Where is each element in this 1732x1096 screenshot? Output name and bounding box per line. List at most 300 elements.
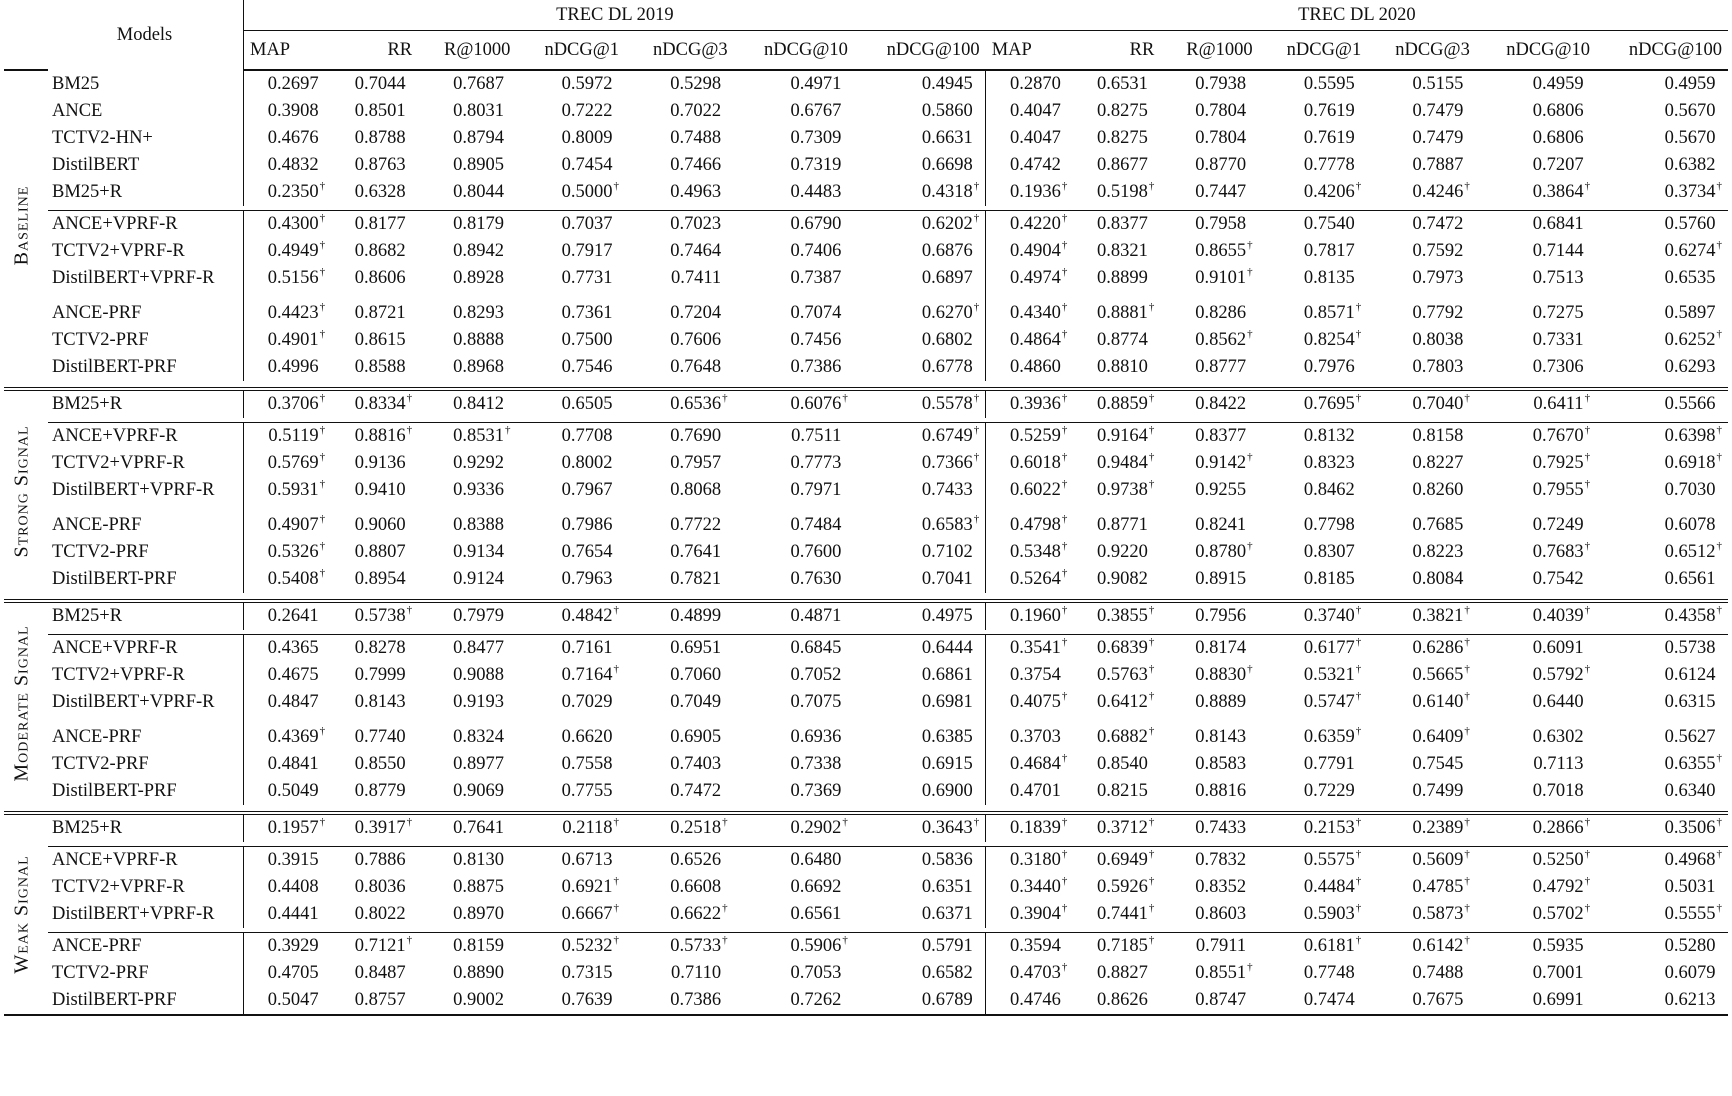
- significance-dagger: †: [319, 513, 326, 525]
- metric-cell: 0.7053: [790, 963, 842, 983]
- metric-cell: 0.6667†: [561, 902, 620, 924]
- metric-cell: 0.4441: [244, 901, 332, 928]
- section-label: Moderate Signal: [10, 624, 33, 782]
- model-name: DistilBERT: [52, 155, 140, 175]
- metric-cell: 0.7917: [561, 241, 613, 261]
- metric-cell: 0.7075: [790, 692, 842, 712]
- table-row: [4, 539, 1728, 566]
- metric-cell: 0.6412†: [1096, 690, 1155, 712]
- metric-cell: 0.7472: [670, 781, 722, 801]
- metric-cell: 0.4974†: [986, 265, 1074, 292]
- metric-cell: 0.7406: [790, 241, 842, 261]
- metric-cell: 0.7690: [670, 426, 722, 446]
- metric-cell: 0.7592: [1412, 241, 1464, 261]
- metric-cell: 0.7542: [1532, 569, 1584, 589]
- significance-dagger: †: [613, 902, 620, 914]
- metric-cell: 0.7044: [354, 74, 406, 94]
- metric-cell: 0.8084: [1412, 569, 1464, 589]
- significance-dagger: †: [1584, 392, 1591, 404]
- significance-dagger: †: [1355, 328, 1362, 340]
- significance-dagger: †: [1716, 902, 1722, 914]
- model-name: TCTV2-PRF: [52, 330, 149, 350]
- metric-cell: 0.9136: [354, 453, 406, 473]
- metric-cell: 0.6091: [1532, 638, 1584, 658]
- significance-dagger: †: [1355, 301, 1362, 313]
- significance-dagger: †: [1061, 690, 1068, 702]
- significance-dagger: †: [1584, 848, 1591, 860]
- metric-cell: 0.5760: [1664, 214, 1716, 234]
- metric-cell: 0.8487: [354, 963, 406, 983]
- significance-dagger: †: [1464, 636, 1470, 648]
- significance-dagger: †: [1247, 540, 1253, 552]
- metric-cell: 0.5000†: [561, 180, 620, 202]
- significance-dagger: †: [1716, 816, 1722, 828]
- metric-cell: 0.7546: [561, 357, 613, 377]
- metric-cell: 0.4358†: [1664, 604, 1722, 626]
- table-row: [4, 778, 1728, 805]
- metric-cell: 0.8477: [453, 638, 504, 658]
- metric-cell: 0.8223: [1412, 542, 1464, 562]
- metric-cell: 0.3821†: [1412, 604, 1470, 626]
- significance-dagger: †: [1148, 180, 1155, 192]
- metric-cell: 0.5791: [921, 936, 973, 956]
- model-name: DistilBERT-PRF: [52, 781, 177, 801]
- table-row: [4, 512, 1728, 539]
- metric-cell: 0.7479: [1412, 101, 1464, 121]
- metric-cell: 0.7731: [561, 268, 613, 288]
- model-name: ANCE-PRF: [52, 515, 142, 535]
- metric-cell: 0.8031: [453, 101, 504, 121]
- metric-cell: 0.6897: [921, 268, 973, 288]
- model-name: DistilBERT-PRF: [52, 569, 177, 589]
- metric-cell: 0.7971: [790, 480, 842, 500]
- significance-dagger: †: [1355, 604, 1362, 616]
- metric-cell: 0.7639: [516, 987, 625, 1015]
- significance-dagger: †: [1464, 934, 1470, 946]
- significance-dagger: †: [1061, 328, 1068, 340]
- metric-header-2019-ndcgat3: nDCG@3: [625, 31, 734, 71]
- metric-cell: 0.6328: [354, 182, 406, 202]
- metric-cell: 0.3440†: [986, 874, 1074, 901]
- metric-cell: 0.4945: [921, 74, 973, 94]
- metric-cell: 0.4318†: [921, 180, 980, 202]
- significance-dagger: †: [613, 816, 620, 828]
- metric-cell: 0.7804: [1195, 128, 1247, 148]
- metric-cell: 0.8606: [354, 268, 406, 288]
- significance-dagger: †: [1716, 328, 1722, 340]
- metric-cell: 0.7113: [1533, 754, 1584, 774]
- metric-cell: 0.7338: [790, 754, 842, 774]
- metric-cell: 0.7433: [921, 480, 973, 500]
- metric-cell: 0.7687: [453, 74, 504, 94]
- metric-cell: 0.5897: [1664, 303, 1716, 323]
- significance-dagger: †: [319, 180, 326, 192]
- significance-dagger: †: [1061, 478, 1068, 490]
- metric-cell: 0.6076†: [790, 392, 848, 414]
- metric-cell: 0.5280: [1664, 936, 1716, 956]
- metric-cell: 0.6900: [921, 781, 973, 801]
- significance-dagger: †: [1716, 540, 1722, 552]
- metric-cell: 0.8334†: [354, 392, 413, 414]
- metric-cell: 0.7963: [561, 569, 613, 589]
- metric-cell: 0.2118†: [562, 816, 620, 838]
- metric-cell: 0.8275: [1096, 128, 1148, 148]
- metric-cell: 0.2350†: [244, 179, 332, 206]
- metric-cell: 0.6505: [561, 394, 613, 414]
- metric-cell: 0.7386: [790, 357, 842, 377]
- metric-cell: 0.5566: [1664, 394, 1716, 414]
- metric-cell: 0.7911: [1195, 936, 1247, 956]
- metric-cell: 0.2902†: [790, 816, 848, 838]
- metric-cell: 0.4959: [1532, 74, 1584, 94]
- model-name: TCTV2+VPRF-R: [52, 877, 185, 897]
- metric-cell: 0.8788: [354, 128, 406, 148]
- metric-cell: 0.8588: [354, 357, 406, 377]
- metric-cell: 0.8899: [1096, 268, 1148, 288]
- metric-cell: 0.6921†: [561, 875, 620, 897]
- metric-cell: 0.7619: [1303, 101, 1355, 121]
- model-name: TCTV2+VPRF-R: [52, 241, 185, 261]
- model-name: DistilBERT-PRF: [52, 357, 177, 377]
- significance-dagger: †: [1464, 180, 1470, 192]
- metric-cell: 0.7161: [561, 638, 613, 658]
- significance-dagger: †: [1584, 875, 1591, 887]
- table-row: [4, 98, 1728, 125]
- significance-dagger: †: [1148, 478, 1155, 490]
- metric-cell: 0.8286: [1195, 303, 1247, 323]
- metric-cell: 0.5906†: [790, 934, 848, 956]
- metric-cell: 0.7600: [790, 542, 842, 562]
- metric-cell: 0.4949†: [244, 238, 332, 265]
- metric-cell: 0.8143: [354, 692, 406, 712]
- table-row: [4, 450, 1728, 477]
- metric-cell: 0.4246†: [1412, 180, 1470, 202]
- significance-dagger: †: [1061, 816, 1068, 828]
- metric-cell: 0.8757: [331, 987, 418, 1015]
- significance-dagger: †: [1148, 848, 1155, 860]
- metric-cell: 0.3594: [986, 933, 1074, 961]
- metric-cell: 0.4996: [244, 354, 332, 381]
- significance-dagger: †: [1148, 875, 1155, 887]
- metric-cell: 0.8970: [453, 904, 504, 924]
- metric-cell: 0.7037: [561, 214, 613, 234]
- significance-dagger: †: [319, 424, 326, 436]
- metric-cell: 0.7886: [354, 850, 406, 870]
- significance-dagger: †: [1148, 604, 1155, 616]
- metric-cell: 0.3917†: [354, 816, 413, 838]
- table-row: [4, 389, 1728, 418]
- metric-cell: 0.1957†: [244, 813, 332, 842]
- significance-dagger: †: [1061, 902, 1068, 914]
- significance-dagger: †: [1061, 266, 1068, 278]
- metric-cell: 0.4971: [790, 74, 842, 94]
- significance-dagger: †: [319, 725, 326, 737]
- metric-cell: 0.3908: [244, 98, 332, 125]
- metric-cell: 0.8888: [453, 330, 504, 350]
- significance-dagger: †: [1464, 392, 1470, 404]
- metric-cell: 0.7513: [1532, 268, 1584, 288]
- significance-dagger: †: [973, 424, 980, 436]
- metric-cell: 0.5972: [561, 74, 613, 94]
- metric-cell: 0.7029: [561, 692, 613, 712]
- metric-cell: 0.9164†: [1096, 424, 1155, 446]
- significance-dagger: †: [722, 934, 728, 946]
- model-name: TCTV2+VPRF-R: [52, 453, 185, 473]
- metric-cell: 0.5264†: [986, 566, 1074, 593]
- table-row: [4, 327, 1728, 354]
- metric-cell: 0.5926†: [1096, 875, 1155, 897]
- significance-dagger: †: [1464, 725, 1470, 737]
- metric-cell: 0.7488: [670, 128, 722, 148]
- metric-cell: 0.6698: [921, 155, 973, 175]
- metric-header-2020-ndcgat1: nDCG@1: [1259, 31, 1368, 71]
- metric-cell: 0.4798†: [986, 512, 1074, 539]
- metric-cell: 0.5903†: [1303, 902, 1362, 924]
- metric-cell: 0.6620: [561, 727, 613, 747]
- table-row: [4, 566, 1728, 593]
- table-row: [4, 354, 1728, 381]
- significance-dagger: †: [1584, 604, 1591, 616]
- metric-cell: 0.7488: [1412, 963, 1464, 983]
- significance-dagger: †: [319, 239, 326, 251]
- metric-cell: 0.6411†: [1533, 392, 1591, 414]
- metric-cell: 0.8377: [1195, 426, 1247, 446]
- metric-cell: 0.7675: [1367, 987, 1476, 1015]
- table-row: [4, 847, 1728, 875]
- table-row: [4, 265, 1728, 292]
- metric-cell: 0.6274†: [1664, 239, 1722, 261]
- table-row: [4, 960, 1728, 987]
- metric-cell: 0.6918†: [1664, 451, 1722, 473]
- group-label-header: [4, 0, 48, 31]
- metric-cell: 0.8324: [453, 727, 504, 747]
- metric-cell: 0.4675: [244, 662, 332, 689]
- metric-cell: 0.5747†: [1303, 690, 1362, 712]
- table-row: [4, 300, 1728, 327]
- metric-cell: 0.3703: [986, 724, 1074, 751]
- metric-cell: 0.7778: [1303, 155, 1355, 175]
- significance-dagger: †: [1464, 875, 1470, 887]
- table-row: [4, 70, 1728, 98]
- metric-cell: 0.9124: [453, 569, 504, 589]
- metric-cell: 0.6845: [790, 638, 842, 658]
- metric-cell: 0.9002: [418, 987, 516, 1015]
- metric-cell: 0.7207: [1532, 155, 1584, 175]
- metric-cell: 0.8241: [1195, 515, 1247, 535]
- metric-cell: 0.7361: [561, 303, 613, 323]
- significance-dagger: †: [1584, 540, 1591, 552]
- metric-cell: 0.4899: [670, 606, 722, 626]
- metric-cell: 0.8779: [354, 781, 406, 801]
- metric-cell: 0.6882†: [1096, 725, 1155, 747]
- significance-dagger: †: [613, 604, 620, 616]
- significance-dagger: †: [1584, 816, 1591, 828]
- table-row: [4, 813, 1728, 842]
- metric-cell: 0.7499: [1412, 781, 1464, 801]
- significance-dagger: †: [406, 934, 413, 946]
- section-separator: [4, 805, 1728, 813]
- metric-cell: 0.6351: [921, 877, 973, 897]
- metric-cell: 0.7479: [1412, 128, 1464, 148]
- significance-dagger: †: [722, 816, 728, 828]
- significance-dagger: †: [1464, 816, 1470, 828]
- significance-dagger: †: [1148, 690, 1155, 702]
- significance-dagger: †: [842, 816, 848, 828]
- model-name: TCTV2-PRF: [52, 963, 149, 983]
- metric-cell: 0.8777: [1195, 357, 1247, 377]
- metric-cell: 0.7249: [1532, 515, 1584, 535]
- metric-cell: 0.6286†: [1412, 636, 1470, 658]
- metric-cell: 0.8352: [1195, 877, 1247, 897]
- metric-cell: 0.9255: [1195, 480, 1247, 500]
- significance-dagger: †: [1247, 328, 1253, 340]
- metric-cell: 0.8583: [1195, 754, 1247, 774]
- table-row: [4, 179, 1728, 206]
- metric-cell: 0.8682: [354, 241, 406, 261]
- metric-cell: 0.8321: [1096, 241, 1148, 261]
- significance-dagger: †: [1355, 690, 1362, 702]
- metric-cell: 0.8036: [354, 877, 406, 897]
- metric-cell: 0.7999: [354, 665, 406, 685]
- metric-cell: 0.7275: [1532, 303, 1584, 323]
- metric-cell: 0.7925†: [1532, 451, 1591, 473]
- metric-cell: 0.6181†: [1303, 934, 1362, 956]
- metric-cell: 0.8174: [1195, 638, 1247, 658]
- metric-cell: 0.8603: [1195, 904, 1247, 924]
- metric-cell: 0.4841: [244, 751, 332, 778]
- model-name: DistilBERT+VPRF-R: [52, 480, 215, 500]
- model-name: ANCE-PRF: [52, 936, 142, 956]
- significance-dagger: †: [1584, 663, 1591, 675]
- metric-cell: 0.6440: [1532, 692, 1584, 712]
- metric-cell: 0.9410: [354, 480, 406, 500]
- metric-cell: 0.7484: [790, 515, 842, 535]
- metric-cell: 0.7540: [1303, 214, 1355, 234]
- table-row: [4, 662, 1728, 689]
- significance-dagger: †: [1148, 934, 1155, 946]
- metric-cell: 0.8185: [1303, 569, 1355, 589]
- metric-cell: 0.8044: [453, 182, 504, 202]
- metric-cell: 0.7938: [1195, 74, 1247, 94]
- significance-dagger: †: [1355, 180, 1362, 192]
- significance-dagger: †: [973, 816, 980, 828]
- table-row: [4, 901, 1728, 928]
- significance-dagger: †: [1061, 301, 1068, 313]
- metric-cell: 0.9082: [1096, 569, 1148, 589]
- metric-cell: 0.6561: [790, 904, 842, 924]
- significance-dagger: †: [1716, 752, 1722, 764]
- metric-cell: 0.8915: [1195, 569, 1247, 589]
- significance-dagger: †: [1584, 478, 1591, 490]
- significance-dagger: †: [1061, 212, 1068, 224]
- metric-cell: 0.9142†: [1195, 451, 1253, 473]
- table-row: [4, 689, 1728, 716]
- significance-dagger: †: [504, 424, 511, 436]
- metric-cell: 0.3754: [986, 662, 1074, 689]
- significance-dagger: †: [973, 513, 980, 525]
- metric-cell: 0.7708: [561, 426, 613, 446]
- metric-cell: 0.6315: [1664, 692, 1716, 712]
- model-name: BM25+R: [52, 182, 123, 202]
- significance-dagger: †: [1355, 875, 1362, 887]
- metric-cell: 0.8875: [453, 877, 504, 897]
- significance-dagger: †: [1061, 567, 1068, 579]
- metric-cell: 0.7074: [790, 303, 842, 323]
- model-name: ANCE-PRF: [52, 303, 142, 323]
- metric-cell: 0.7456: [790, 330, 842, 350]
- metric-cell: 0.1960†: [986, 601, 1074, 630]
- significance-dagger: †: [319, 328, 326, 340]
- significance-dagger: †: [1148, 725, 1155, 737]
- significance-dagger: †: [973, 301, 980, 313]
- metric-cell: 0.7022: [670, 101, 722, 121]
- metric-cell: 0.7144: [1532, 241, 1584, 261]
- metric-cell: 0.7472: [1412, 214, 1464, 234]
- metric-cell: 0.5321†: [1303, 663, 1362, 685]
- metric-cell: 0.8462: [1303, 480, 1355, 500]
- metric-cell: 0.3740†: [1303, 604, 1362, 626]
- metric-cell: 0.6806: [1532, 128, 1584, 148]
- model-name: TCTV2-PRF: [52, 542, 149, 562]
- metric-cell: 0.6749†: [921, 424, 980, 446]
- metric-cell: 0.7958: [1195, 214, 1247, 234]
- metric-cell: 0.7121†: [354, 934, 413, 956]
- metric-cell: 0.7832: [1195, 850, 1247, 870]
- metric-cell: 0.5155: [1412, 74, 1464, 94]
- metric-cell: 0.8009: [561, 128, 613, 148]
- significance-dagger: †: [1355, 934, 1362, 946]
- table-row: [4, 211, 1728, 239]
- significance-dagger: †: [1716, 180, 1722, 192]
- metric-cell: 0.5119†: [244, 423, 332, 451]
- significance-dagger: †: [1716, 451, 1722, 463]
- metric-cell: 0.7060: [670, 665, 722, 685]
- metric-cell: 0.8816: [1195, 781, 1247, 801]
- table-row: [4, 724, 1728, 751]
- significance-dagger: †: [1148, 301, 1155, 313]
- metric-cell: 0.6692: [790, 877, 842, 897]
- significance-dagger: †: [1148, 902, 1155, 914]
- metric-cell: 0.8179: [453, 214, 504, 234]
- metric-header-2019-ndcgat1: nDCG@1: [516, 31, 625, 71]
- metric-header-2020-ndcgat100: nDCG@100: [1596, 31, 1728, 71]
- metric-cell: 0.8132: [1303, 426, 1355, 446]
- significance-dagger: †: [1355, 816, 1362, 828]
- significance-dagger: †: [1584, 902, 1591, 914]
- metric-cell: 0.8771: [1096, 515, 1148, 535]
- significance-dagger: †: [1716, 604, 1722, 616]
- metric-cell: 0.4369†: [244, 724, 332, 751]
- significance-dagger: †: [319, 392, 326, 404]
- group-separator: [4, 716, 1728, 724]
- section-label: Weak Signal: [10, 854, 33, 974]
- metric-cell: 0.3506†: [1664, 816, 1722, 838]
- section-separator: [4, 593, 1728, 601]
- metric-cell: 0.7641: [670, 542, 722, 562]
- model-name: ANCE-PRF: [52, 727, 142, 747]
- significance-dagger: †: [1148, 392, 1155, 404]
- metric-cell: 0.7986: [561, 515, 613, 535]
- significance-dagger: †: [406, 424, 413, 436]
- metric-cell: 0.7110: [670, 963, 722, 983]
- metric-cell: 0.7474: [1259, 987, 1368, 1015]
- metric-cell: 0.5198†: [1096, 180, 1155, 202]
- metric-cell: 0.8763: [354, 155, 406, 175]
- model-name: DistilBERT-PRF: [48, 987, 244, 1015]
- model-name: DistilBERT+VPRF-R: [52, 692, 215, 712]
- trec-dl-2019-header: TREC DL 2019: [244, 0, 986, 31]
- significance-dagger: †: [1247, 663, 1253, 675]
